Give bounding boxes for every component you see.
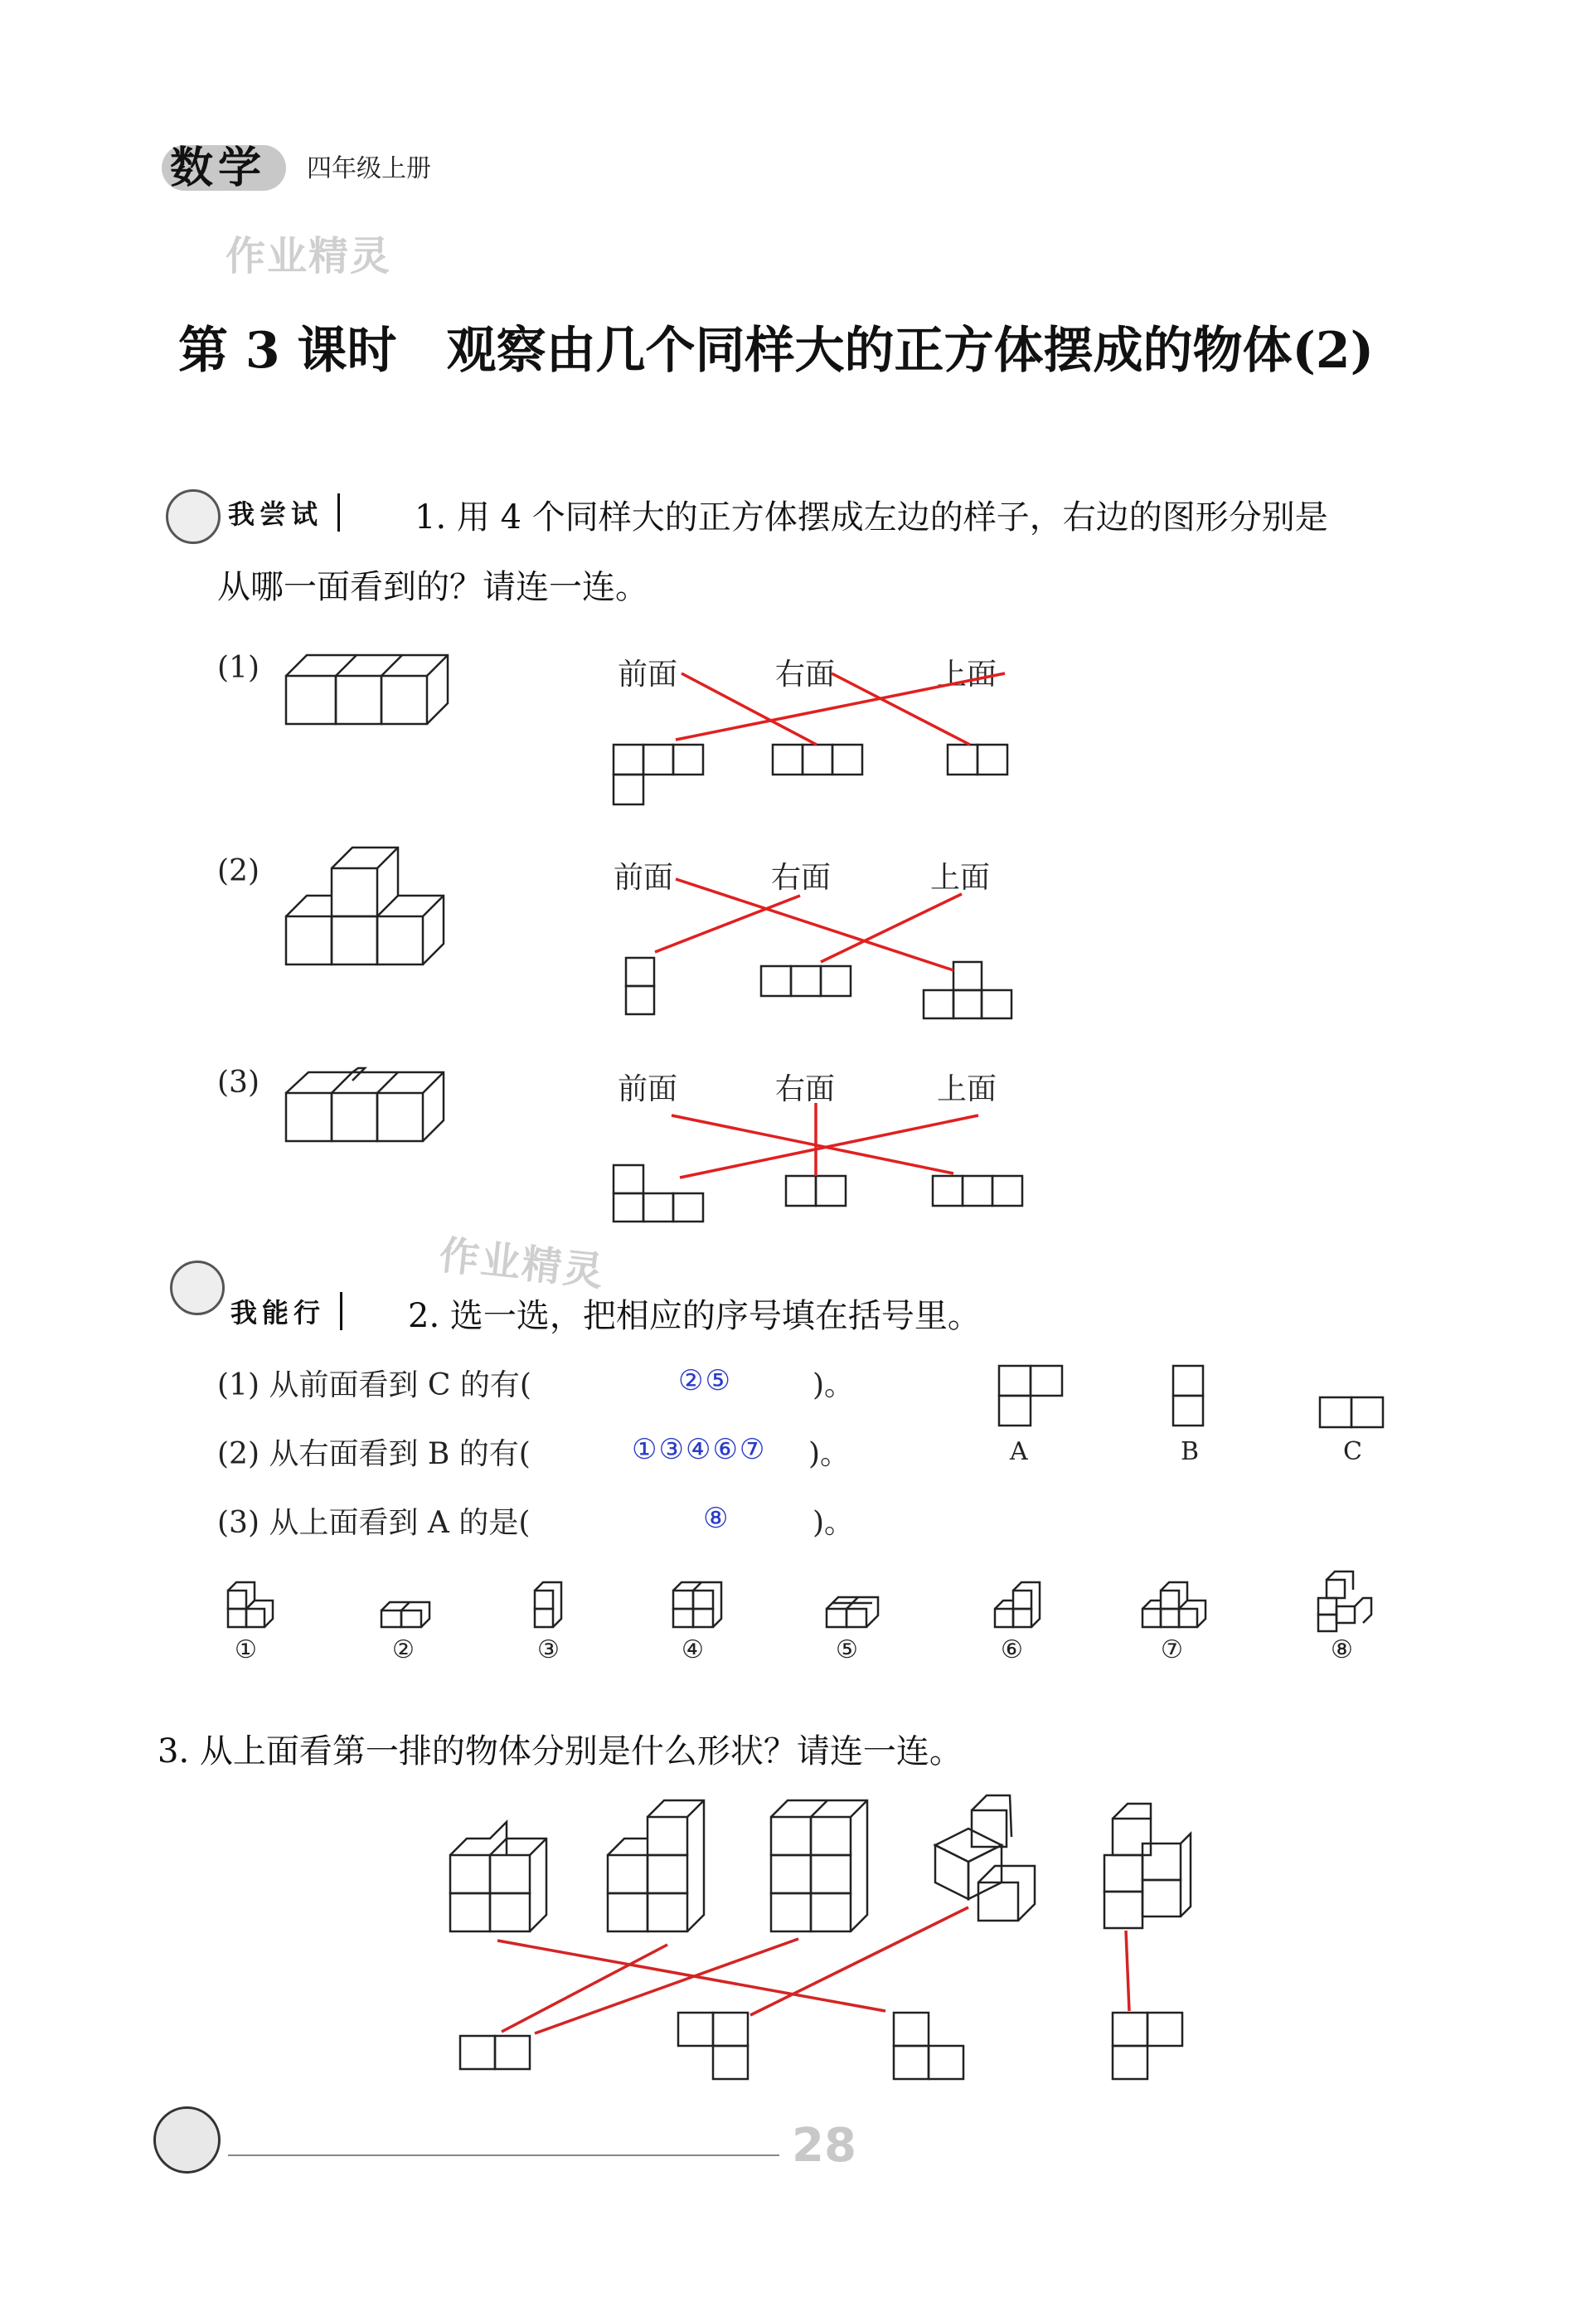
q2-row1-suffix: )。 bbox=[813, 1368, 855, 1402]
view-label-front: 前面 bbox=[614, 861, 674, 895]
item-number: (1) bbox=[217, 651, 260, 685]
q1-item2-answer-lines bbox=[655, 879, 962, 970]
view-label-front: 前面 bbox=[618, 1072, 678, 1106]
q1-item3-view-c bbox=[933, 1176, 1022, 1206]
view-label-right: 右面 bbox=[775, 658, 836, 692]
q1-item3-view-b bbox=[786, 1176, 846, 1206]
lesson-title: 第 3 课时 观察由几个同样大的正方体摆成的物体(2) bbox=[178, 322, 1375, 380]
option-view-c bbox=[1320, 1397, 1383, 1427]
q3-view-2 bbox=[678, 2013, 748, 2079]
solid-label: ③ bbox=[537, 1635, 560, 1664]
solid-label: ⑦ bbox=[1161, 1635, 1183, 1664]
page-number: 28 bbox=[792, 2119, 856, 2173]
view-label-top: 上面 bbox=[930, 861, 991, 895]
q3-solid-5 bbox=[1104, 1804, 1191, 1928]
q1-item2-view-b bbox=[761, 966, 851, 996]
q1-item3-solid bbox=[286, 1068, 444, 1141]
q2-row1-prefix: (1) 从前面看到 C 的有( bbox=[217, 1368, 531, 1402]
q1-text-line2: 从哪一面看到的？请连一连。 bbox=[217, 568, 648, 606]
solid-label: ④ bbox=[682, 1635, 704, 1664]
q1-item1-view-c bbox=[948, 745, 1007, 775]
q3-view-4 bbox=[1113, 2013, 1182, 2079]
solid-label: ⑤ bbox=[836, 1635, 858, 1664]
q2-row3-answer: ⑧ bbox=[703, 1502, 730, 1535]
option-view-a bbox=[999, 1366, 1062, 1426]
solid-label: ⑧ bbox=[1331, 1635, 1353, 1664]
option-label-a: A bbox=[1010, 1437, 1028, 1466]
q2-row3-prefix: (3) 从上面看到 A 的是( bbox=[217, 1506, 531, 1540]
grade-label: 四年级上册 bbox=[307, 154, 431, 183]
solid-2 bbox=[381, 1602, 429, 1627]
option-view-b bbox=[1173, 1366, 1203, 1426]
item-number: (3) bbox=[217, 1066, 260, 1100]
view-label-right: 右面 bbox=[775, 1072, 836, 1106]
q2-row2-suffix: )。 bbox=[808, 1437, 851, 1471]
view-label-right: 右面 bbox=[771, 861, 832, 895]
q3-solid-3 bbox=[771, 1800, 867, 1931]
q1-item1-solid bbox=[286, 655, 448, 724]
q3-title: 3. 从上面看第一排的物体分别是什么形状？请连一连。 bbox=[158, 1732, 963, 1771]
option-label-c: C bbox=[1343, 1437, 1362, 1466]
solid-5 bbox=[827, 1597, 878, 1627]
watermark: 作业精灵 bbox=[437, 1231, 607, 1296]
q2-title: 2. 选一选，把相应的序号填在括号里。 bbox=[408, 1297, 981, 1335]
solid-1 bbox=[228, 1582, 273, 1627]
solid-label: ② bbox=[392, 1635, 415, 1664]
solid-label: ⑥ bbox=[1001, 1635, 1023, 1664]
q1-text-line1: 1. 用 4 个同样大的正方体摆成左边的样子，右边的图形分别是 bbox=[415, 498, 1328, 537]
q3-solid-1 bbox=[450, 1822, 546, 1931]
q3-view-3 bbox=[894, 2013, 963, 2079]
q1-item1-view-a bbox=[614, 745, 703, 804]
subject-title: 数学 bbox=[170, 143, 267, 193]
q3-solid-2 bbox=[608, 1800, 704, 1931]
q1-item1-answer-lines bbox=[676, 673, 1005, 745]
q1-item2-view-a bbox=[626, 958, 654, 1014]
solid-label: ① bbox=[235, 1635, 257, 1664]
q2-row2-answer: ①③④⑥⑦ bbox=[632, 1433, 767, 1466]
solid-4 bbox=[673, 1582, 721, 1627]
item-number: (2) bbox=[217, 854, 260, 888]
q2-row1-answer: ②⑤ bbox=[678, 1364, 732, 1397]
view-label-top: 上面 bbox=[937, 1072, 997, 1106]
q3-solid-4 bbox=[935, 1795, 1035, 1921]
solid-8 bbox=[1318, 1571, 1371, 1631]
q2-row2-prefix: (2) 从右面看到 B 的有( bbox=[217, 1437, 531, 1471]
q2-row3-suffix: )。 bbox=[813, 1506, 855, 1540]
option-label-b: B bbox=[1181, 1437, 1200, 1466]
q3-answer-lines bbox=[497, 1907, 1129, 2033]
solid-7 bbox=[1142, 1582, 1205, 1627]
q1-item2-solid bbox=[286, 848, 444, 964]
q1-item1-view-b bbox=[773, 745, 862, 775]
section-tag-can: 我能行 bbox=[230, 1292, 342, 1330]
q1-item3-answer-lines bbox=[672, 1103, 978, 1178]
q3-view-1 bbox=[460, 2036, 530, 2069]
q1-item2-view-c bbox=[924, 962, 1011, 1018]
view-label-top: 上面 bbox=[937, 658, 997, 692]
view-label-front: 前面 bbox=[618, 658, 678, 692]
q1-item3-view-a bbox=[614, 1165, 703, 1222]
watermark: 作业精灵 bbox=[226, 233, 392, 279]
solid-6 bbox=[995, 1582, 1040, 1627]
solid-3 bbox=[535, 1582, 561, 1627]
section-tag-try: 我尝试 bbox=[228, 493, 340, 532]
